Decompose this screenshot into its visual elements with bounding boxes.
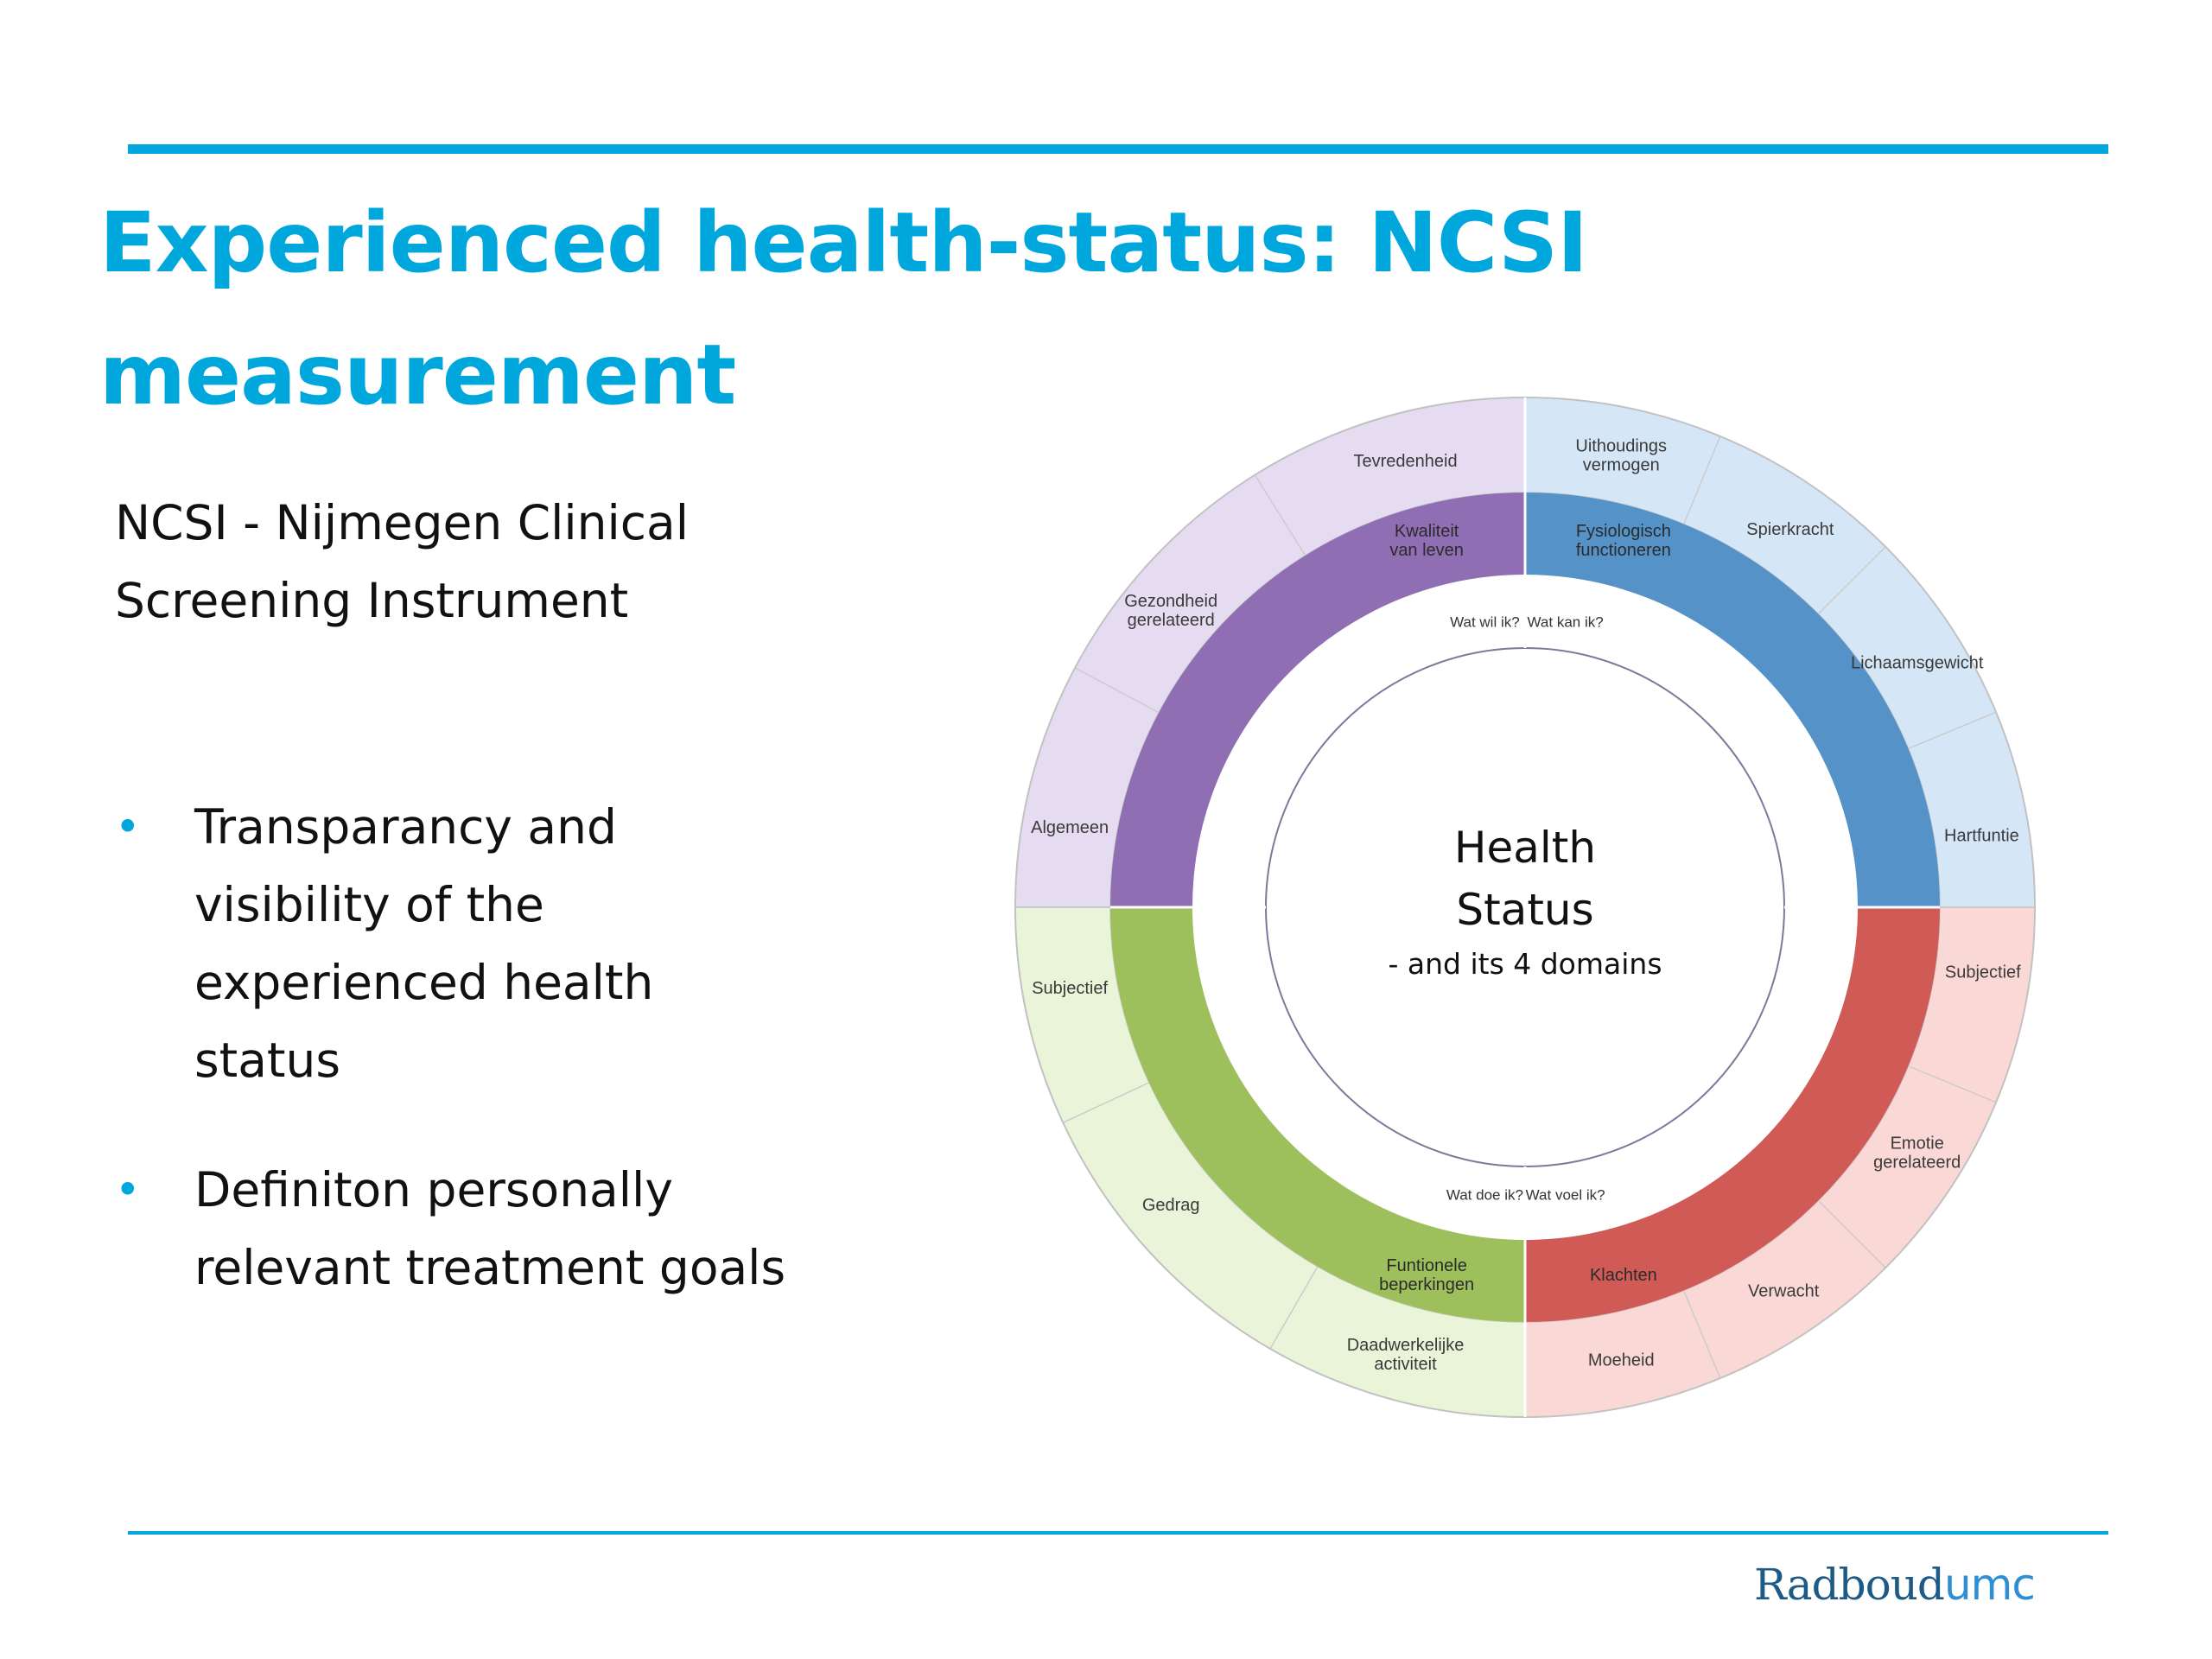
outer-label: Lichaamsgewicht [1850, 653, 1984, 673]
slide-subtitle: NCSI - Nijmegen Clinical Screening Instrument [115, 495, 690, 628]
center-title-line2: Status [1456, 885, 1594, 935]
bullet-dot-icon: • [115, 1165, 141, 1215]
outer-label: Uithoudings vermogen [1575, 436, 1668, 475]
outer-label: Emotie gerelateerd [1873, 1134, 1961, 1173]
outer-label: Spierkracht [1746, 519, 1834, 539]
domain-label-fysiologisch: Fysiologisch functioneren [1575, 521, 1671, 560]
question-label-kwaliteit: Wat wil ik? [1450, 613, 1520, 631]
question-label-klachten: Wat voel ik? [1525, 1186, 1605, 1204]
outer-label: Subjectief [1944, 963, 2021, 982]
outer-label: Subjectief [1032, 978, 1109, 998]
outer-label: Tevredenheid [1353, 452, 1458, 472]
bullet-list [115, 788, 789, 1358]
outer-label: Daadwerkelijke activiteit [1346, 1335, 1465, 1374]
logo-part-umc: umc [1943, 1560, 2035, 1610]
bullet-text: Definiton personally relevant treatment goals [194, 1162, 786, 1295]
outer-label: Hartfuntie [1944, 826, 2019, 846]
top-rule [128, 144, 2108, 154]
domain-label-functionele: Funtionele beperkingen [1379, 1256, 1475, 1295]
bullet-dot-icon: • [115, 802, 141, 852]
outer-label: Algemeen [1031, 818, 1109, 838]
outer-label: Gedrag [1141, 1195, 1200, 1215]
outer-label: Gezondheid gerelateerd [1124, 592, 1218, 631]
domain-label-klachten: Klachten [1589, 1266, 1657, 1286]
question-label-fysiologisch: Wat kan ik? [1527, 613, 1604, 631]
outer-label: Verwacht [1748, 1281, 1820, 1301]
bottom-rule [128, 1531, 2108, 1535]
center-subtitle: - and its 4 domains [1388, 947, 1662, 981]
outer-label: Moeheid [1587, 1351, 1655, 1370]
radboudumc-logo [1754, 1560, 2035, 1610]
bullet-text: Transparancy and visibility of the experienced health status [194, 799, 654, 1088]
domain-label-kwaliteit: Kwaliteit van leven [1389, 521, 1464, 560]
question-label-functionele: Wat doe ik? [1446, 1186, 1523, 1204]
health-status-wheel [998, 380, 2052, 1434]
slide-title: Experienced health-status: NCSI measurement [99, 194, 1587, 423]
logo-part-radboud: Radboud [1754, 1560, 1944, 1610]
center-title-line1: Health [1453, 823, 1597, 873]
bullet-item [115, 1151, 789, 1306]
bullet-item [115, 788, 789, 1099]
